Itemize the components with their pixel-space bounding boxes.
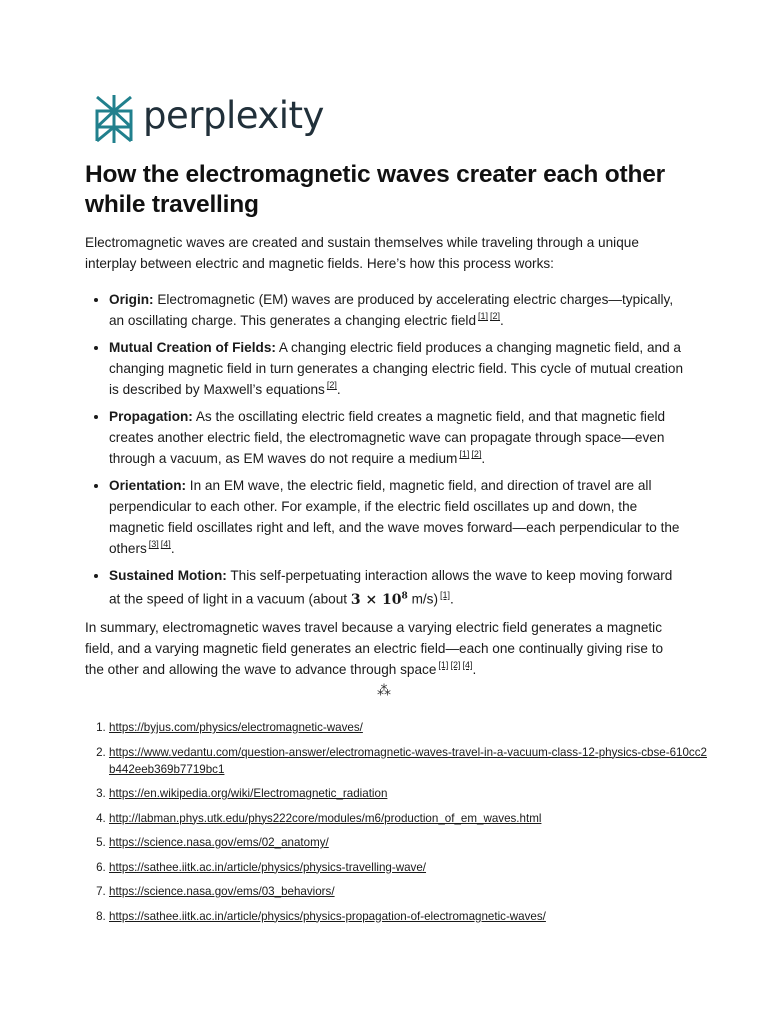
bullet-orientation: [109, 475, 685, 559]
bullet-origin: [109, 289, 685, 331]
citation-link[interactable]: [4]: [462, 660, 473, 671]
reference-link[interactable]: https://www.vedantu.com/question-answer/electromagnetic-waves-travel-in-a-vacuum-class-12-physics-cbse-610cc2b442eeb369b7719bc1: [109, 745, 707, 776]
reference-item: [109, 785, 709, 802]
citation-link[interactable]: [1]: [438, 660, 449, 671]
bullet-end: .: [481, 451, 486, 466]
reference-link[interactable]: https://sathee.iitk.ac.in/article/physics/physics-propagation-of-electromagnetic-waves/: [109, 909, 546, 923]
references-list: [85, 719, 709, 932]
reference-link[interactable]: https://science.nasa.gov/ems/03_behaviors/: [109, 885, 335, 898]
perplexity-logo: [93, 93, 324, 145]
summary-paragraph: [85, 617, 685, 680]
bullet-text: This self-perpetuating interaction allows the wave to keep moving forward at the speed of light in a vacuum (about: [109, 568, 673, 607]
citation-link[interactable]: [4]: [160, 539, 171, 550]
reference-item: [109, 859, 709, 876]
reference-item: [109, 883, 709, 900]
perplexity-logo-icon: [93, 93, 135, 145]
reference-link[interactable]: https://byjus.com/physics/electromagnetic-waves/: [109, 721, 363, 734]
brand-name: perplexity: [143, 93, 324, 137]
bullet-text: As the oscillating electric field creates a magnetic field, and that magnetic field creates another electric field, the electromagnetic wave can propagate through space—even through a vacuum, as EM waves do not require a medium: [109, 409, 666, 466]
reference-item: [109, 744, 709, 778]
bullet-end: .: [170, 541, 175, 556]
citation-link[interactable]: [1]: [478, 311, 489, 322]
bullet-label: Mutual Creation of Fields:: [109, 340, 276, 355]
bullet-list: [85, 289, 685, 611]
reference-item: [109, 719, 709, 736]
citation-link[interactable]: [1]: [440, 590, 451, 601]
reference-item: [109, 908, 709, 925]
bullet-text: Electromagnetic (EM) waves are produced by accelerating electric charges—typically, an oscillating charge. This generates a changing electric field: [109, 292, 674, 328]
bullet-text-after: m/s): [407, 591, 438, 607]
bullet-end: .: [500, 313, 504, 328]
bullet-sustained-motion: [109, 565, 685, 611]
bullet-propagation: [109, 406, 685, 469]
citation-link[interactable]: [2]: [326, 380, 337, 391]
bullet-label: Propagation:: [109, 409, 193, 424]
citation-link[interactable]: [3]: [148, 539, 159, 550]
bullet-label: Orientation:: [109, 478, 187, 493]
intro-paragraph: Electromagnetic waves are created and sustain themselves while traveling through a unique interplay between electric and magnetic fields. Here’s how this process works:: [85, 235, 639, 271]
reference-item: [109, 810, 709, 827]
section-divider: ⁂: [377, 682, 391, 698]
reference-link[interactable]: https://science.nasa.gov/ems/02_anatomy/: [109, 836, 329, 849]
citation-link[interactable]: [1]: [459, 449, 470, 460]
reference-link[interactable]: https://en.wikipedia.org/wiki/Electromagnetic_radiation: [109, 787, 388, 800]
bullet-label: Origin:: [109, 292, 154, 307]
bullet-label: Sustained Motion:: [109, 568, 227, 583]
reference-link[interactable]: http://labman.phys.utk.edu/phys222core/modules/m6/production_of_em_waves.html: [109, 811, 542, 825]
answer-body: [85, 232, 685, 680]
reference-item: [109, 834, 709, 851]
citation-link[interactable]: [2]: [490, 311, 501, 322]
bullet-end: .: [450, 591, 454, 607]
summary-end: .: [472, 661, 477, 677]
summary-text: In summary, electromagnetic waves travel because a varying electric field generates a magnetic field, and a varying magnetic field generates an electric field—each one continually giving rise to the other and allowing the wave to advance through space: [85, 619, 664, 677]
bullet-text: A changing electric field produces a changing magnetic field, and a changing magnetic field in turn generates a changing electric field. This cycle of mutual creation is described by Maxwell’s equations: [109, 340, 684, 397]
reference-link[interactable]: https://sathee.iitk.ac.in/article/physics/physics-travelling-wave/: [109, 860, 427, 874]
bullet-end: .: [336, 382, 341, 397]
citation-link[interactable]: [2]: [471, 449, 482, 460]
bullet-text: In an EM wave, the electric field, magnetic field, and direction of travel are all perpendicular to each other. For example, if the electric field oscillates up and down, the magnetic field oscillates right and left, and the wave moves forward—each perpendicular to the others: [109, 478, 680, 556]
speed-of-light-formula: $3 \times 10^8$: [350, 591, 408, 608]
citation-link[interactable]: [2]: [450, 660, 461, 671]
page-title: How the electromagnetic waves creater each other while travelling: [85, 161, 665, 218]
bullet-mutual-creation: [109, 337, 685, 400]
